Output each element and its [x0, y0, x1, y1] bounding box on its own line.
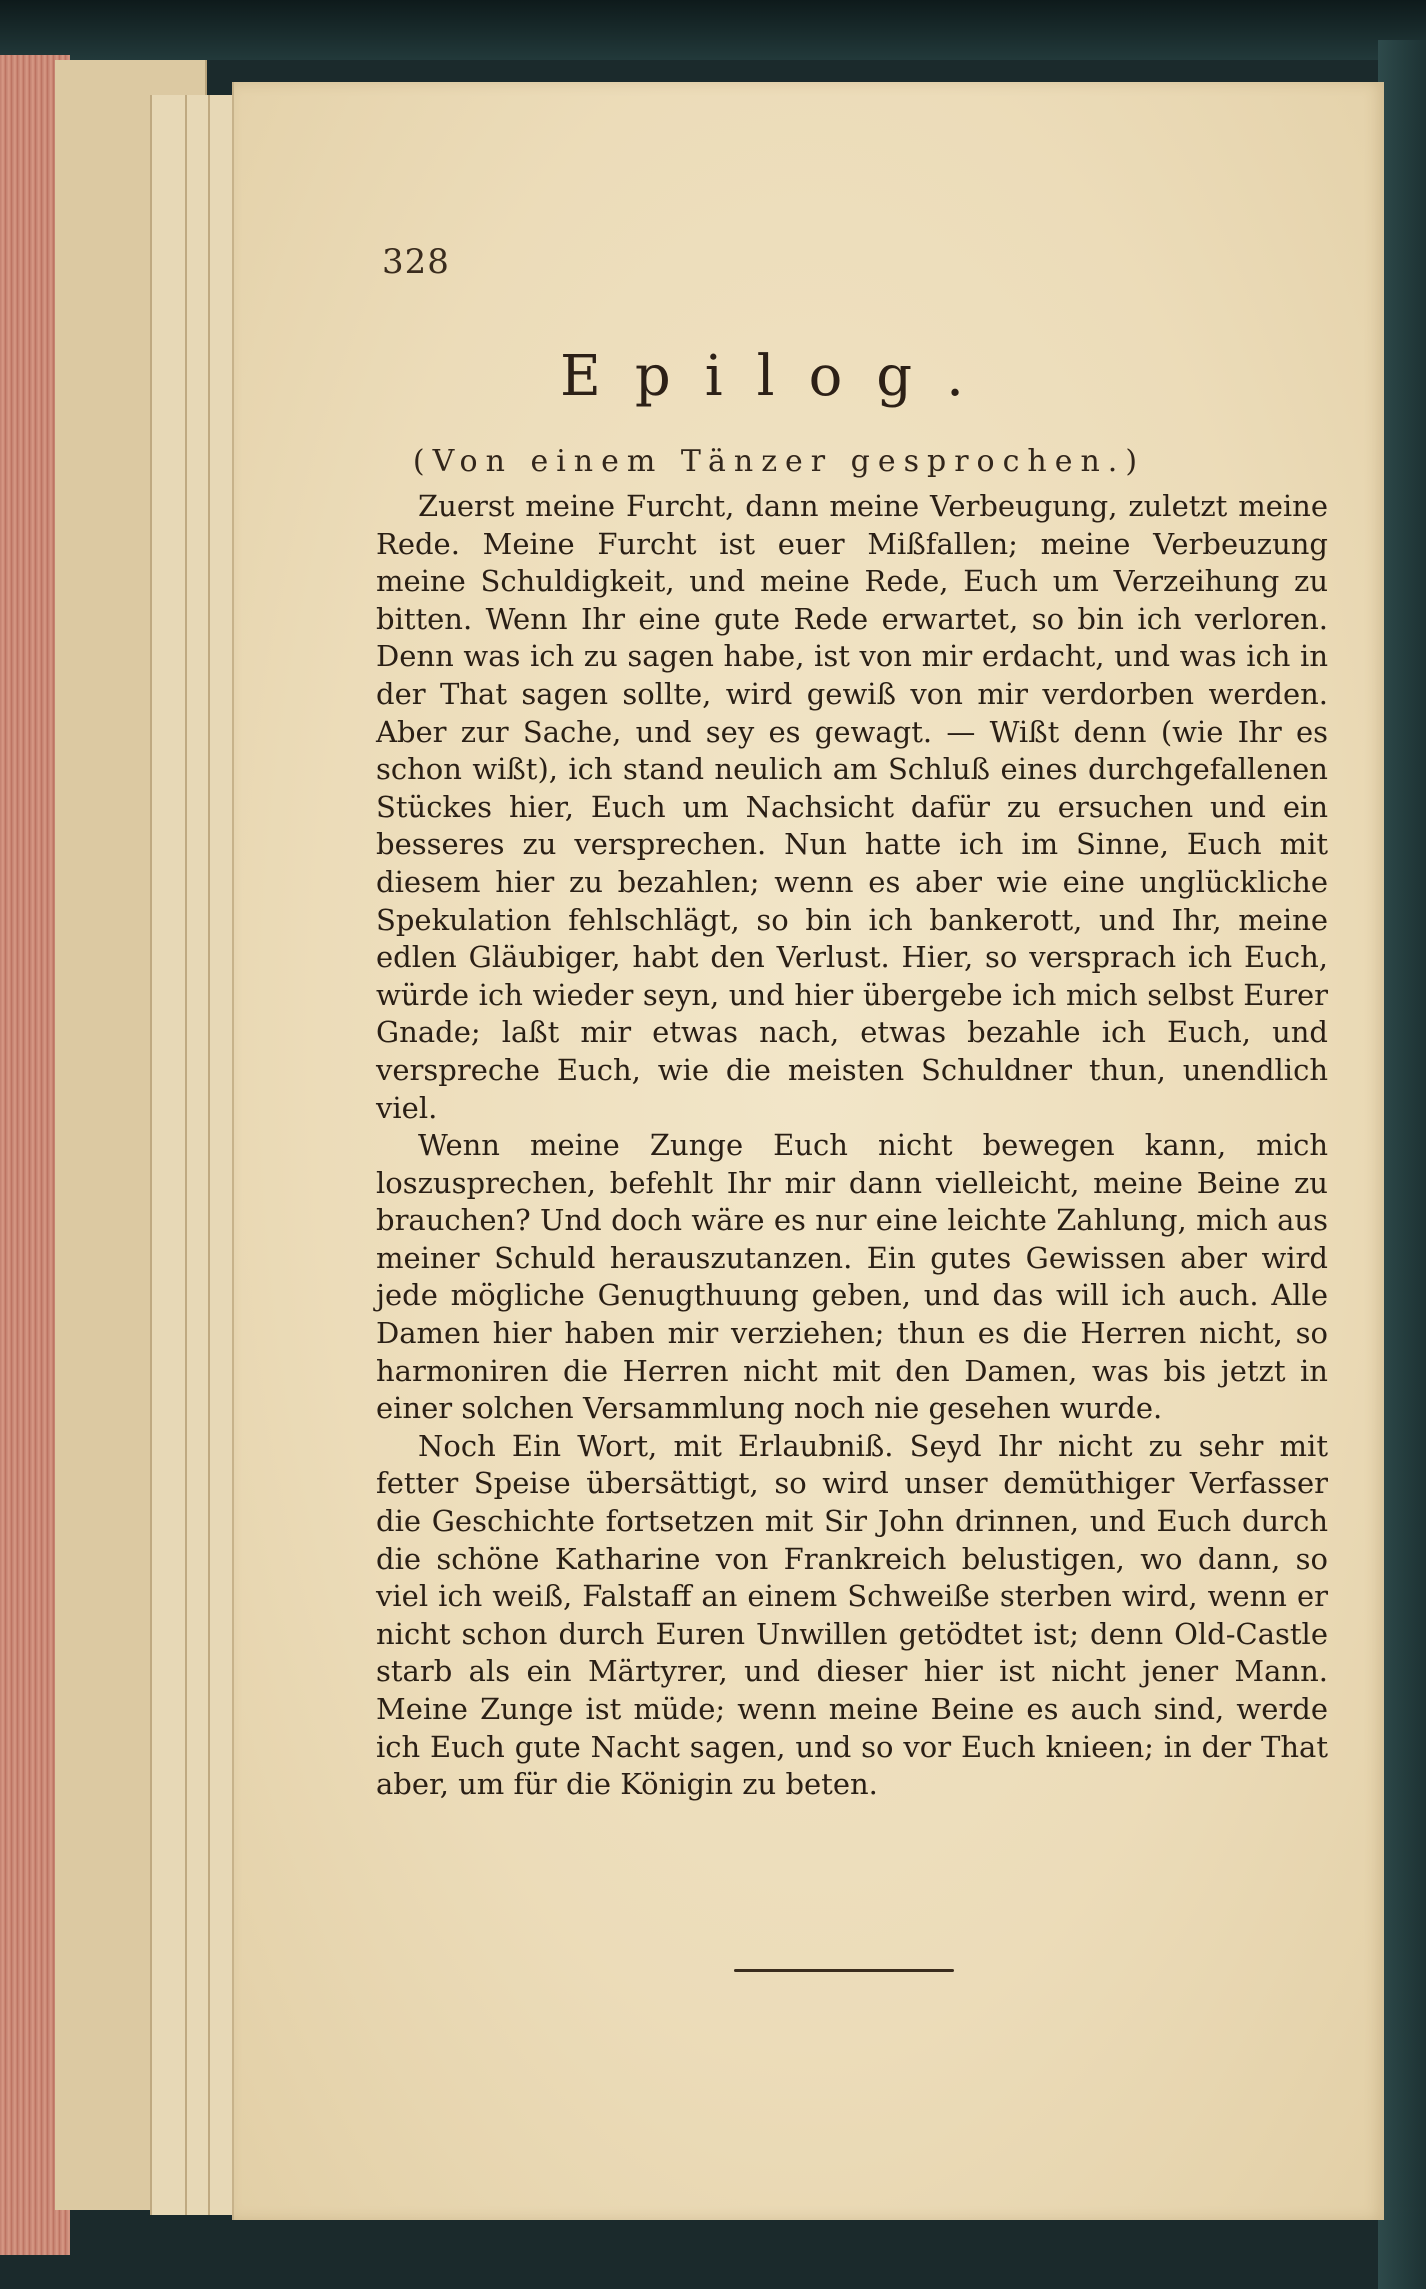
page-number: 328 [382, 242, 450, 282]
page-subtitle: (Von einem Tänzer gesprochen.) [412, 444, 1146, 479]
book-page [232, 82, 1384, 2220]
paragraph-1: Zuerst meine Furcht, dann meine Verbeugung, zuletzt meine Rede. Meine Furcht ist euer Mißfallen; meine Verbeuzung meine Schuldigkeit, und meine Rede, Euch um Verzeihung zu bitten. Wenn Ihr eine gute Rede erwartet, so bin ich verloren. Denn was ich zu sagen habe, ist von mir erdacht, und was ich in der That sagen sollte, wird gewiß von mir verdorben werden. Aber zur Sache, und sey es gewagt. — Wißt denn (wie Ihr es schon wißt), ich stand neulich am Schluß eines durchgefallenen Stückes hier, Euch um Nachsicht dafür zu ersuchen und ein besseres zu versprechen. Nun hatte ich im Sinne, Euch mit diesem hier zu bezahlen; wenn es aber wie eine unglückliche Spekulation fehlschlägt, so bin ich bankerott, und Ihr, meine edlen Gläubiger, habt den Verlust. Hier, so versprach ich Euch, würde ich wieder seyn, und hier übergebe ich mich selbst Eurer Gnade; laßt mir etwas nach, etwas bezahle ich Euch, und verspreche Euch, wie die meisten Schuldner thun, unendlich viel. [376, 489, 1328, 1125]
page-title: Epilog. [560, 344, 998, 409]
paragraph-3: Noch Ein Wort, mit Erlaubniß. Seyd Ihr nicht zu sehr mit fetter Speise übersättigt, so wird unser demüthiger Verfasser die Geschichte fortsetzen mit Sir John drinnen, und Euch durch die schöne Katharine von Frankreich belustigen, wo dann, so viel ich weiß, Falstaff an einem Schweiße sterben wird, wenn er nicht schon durch Euren Unwillen getödtet ist; denn Old-Castle starb als ein Märtyrer, und dieser hier ist nicht jener Mann. Meine Zunge ist müde; wenn meine Beine es auch sind, werde ich Euch gute Nacht sagen, und so vor Euch knieen; in der That aber, um für die Königin zu beten. [376, 1428, 1328, 1802]
book-cover-top [0, 0, 1426, 60]
end-rule [734, 1969, 954, 1972]
book-cover-right [1378, 40, 1426, 2289]
body-text [376, 488, 1328, 1804]
paragraph-2: Wenn meine Zunge Euch nicht bewegen kann, mich loszusprechen, befehlt Ihr mir dann vielleicht, meine Beine zu brauchen? Und doch wäre es nur eine leichte Zahlung, mich aus meiner Schuld herauszutanzen. Ein gutes Gewissen aber wird jede mögliche Genugthuung geben, und das will ich auch. Alle Damen hier haben mir verziehen; thun es die Herren nicht, so harmoniren die Herren nicht mit den Damen, was bis jetzt in einer solchen Versammlung noch nie gesehen wurde. [376, 1128, 1328, 1426]
